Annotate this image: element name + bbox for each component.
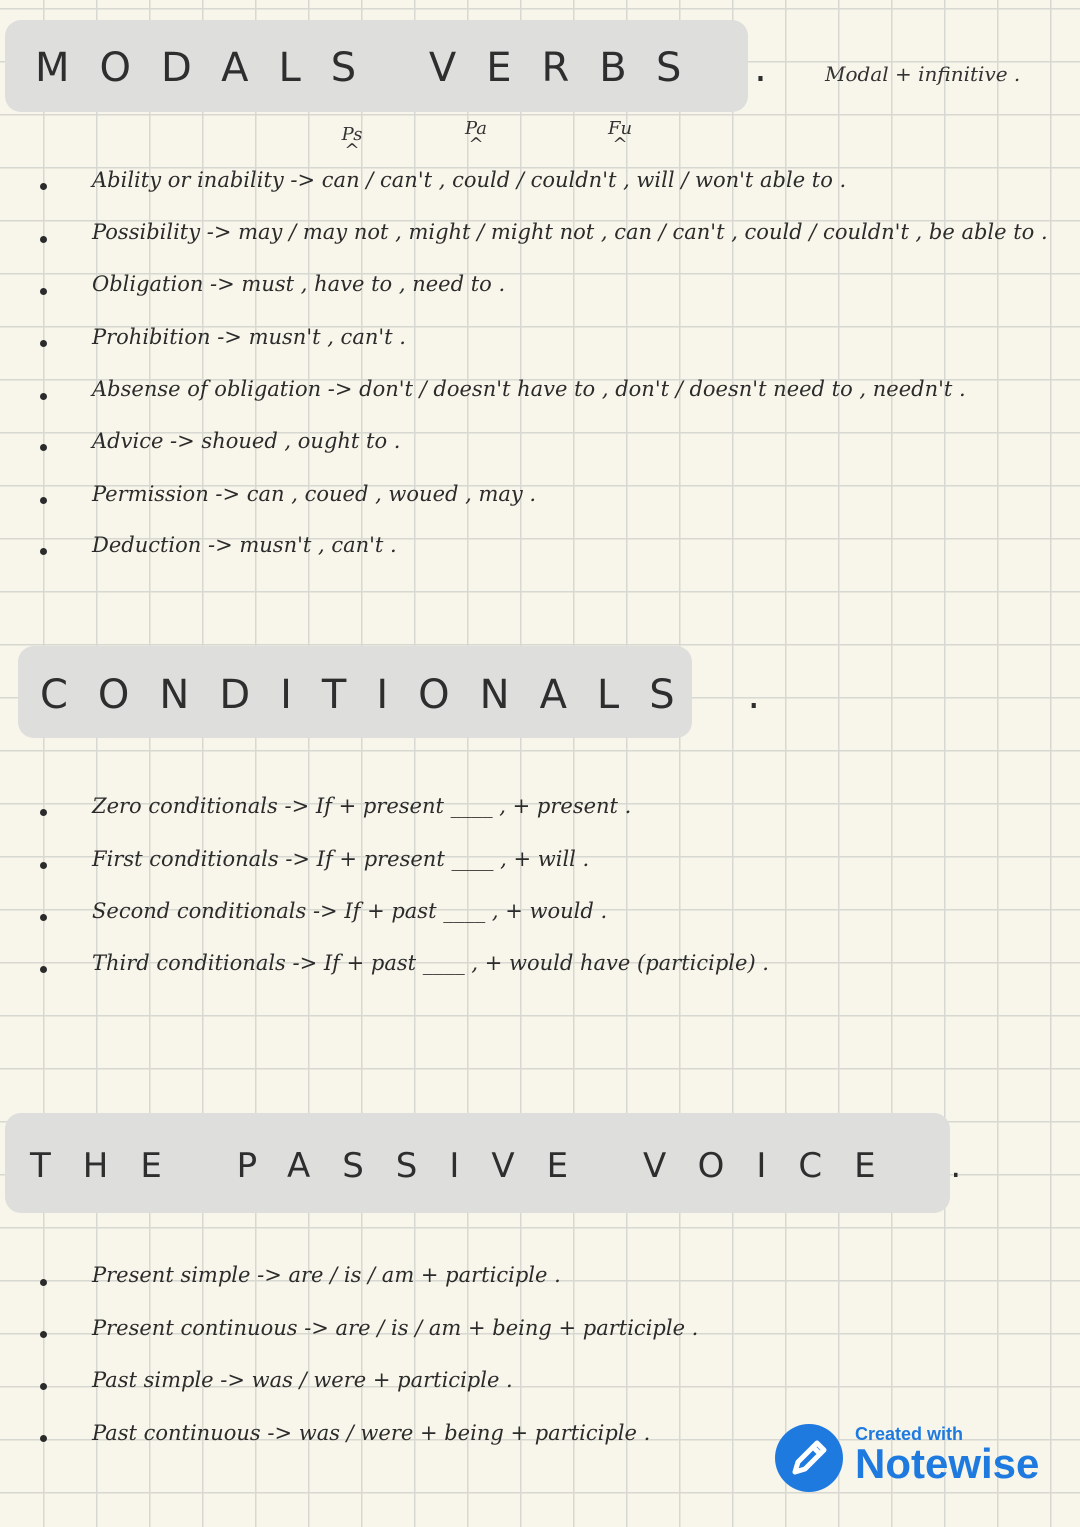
bullet-icon: [40, 1435, 47, 1442]
bullet-icon: [40, 497, 47, 504]
bullet-icon: [40, 1383, 47, 1390]
passive-item-present-continuous: Present continuous -> are / is / am + being + participle .: [92, 1316, 699, 1340]
bullet-icon: [40, 966, 47, 973]
passive-item-past-continuous: Past continuous -> was / were + being + participle .: [92, 1421, 651, 1445]
bullet-icon: [40, 393, 47, 400]
heading-modals: MODALS VERBS .: [35, 45, 797, 91]
bullet-icon: [40, 236, 47, 243]
tense-marker-label: Fu: [607, 118, 633, 139]
bullet-icon: [40, 444, 47, 451]
modals-item-advice: Advice -> shoued , ought to .: [92, 429, 401, 453]
bullet-icon: [40, 340, 47, 347]
logo-caption: Created with: [855, 1424, 964, 1444]
modals-item-ability: Ability or inability -> can / can't , could / couldn't , will / won't able to .: [92, 168, 847, 192]
heading-passive: THE PASSIVE VOICE .: [30, 1146, 994, 1186]
logo-wordmark: Notewise: [855, 1440, 1040, 1487]
conditionals-item-second: Second conditionals -> If + past ____ , + would .: [92, 899, 608, 923]
modals-item-possibility: Possibility -> may / may not , might / might not , can / can't , could / couldn't , be able to .: [92, 220, 1048, 244]
bullet-icon: [40, 1331, 47, 1338]
bullet-icon: [40, 548, 47, 555]
tense-marker-present: [332, 124, 372, 161]
bullet-icon: [40, 288, 47, 295]
modals-item-permission: Permission -> can , coued , woued , may .: [92, 482, 537, 506]
tense-marker-label: Pa: [464, 118, 488, 139]
modals-item-absence: Absense of obligation -> don't / doesn't have to , don't / doesn't need to , needn't .: [92, 377, 966, 401]
bullet-icon: [40, 914, 47, 921]
conditionals-item-first: First conditionals -> If + present ____ , + will .: [92, 847, 590, 871]
tense-marker-past: [456, 118, 496, 155]
tense-marker-future: [600, 118, 640, 155]
pencil-icon: [775, 1424, 843, 1492]
bullet-icon: [40, 862, 47, 869]
caret-icon: ^: [612, 134, 628, 155]
side-note: Modal + infinitive .: [825, 62, 1021, 86]
tense-marker-label: Ps: [341, 124, 363, 145]
notewise-logo: [775, 1422, 1045, 1494]
modals-item-obligation: Obligation -> must , have to , need to .: [92, 272, 506, 296]
caret-icon: ^: [344, 140, 360, 161]
passive-item-past-simple: Past simple -> was / were + participle .: [92, 1368, 513, 1392]
bullet-icon: [40, 1279, 47, 1286]
caret-icon: ^: [468, 134, 484, 155]
conditionals-item-zero: Zero conditionals -> If + present ____ , + present .: [92, 794, 632, 818]
modals-item-deduction: Deduction -> musn't , can't .: [92, 533, 397, 557]
bullet-icon: [40, 183, 47, 190]
passive-item-present-simple: Present simple -> are / is / am + participle .: [92, 1263, 561, 1287]
conditionals-item-third: Third conditionals -> If + past ____ , + would have (participle) .: [92, 951, 769, 975]
heading-conditionals: CONDITIONALS .: [40, 672, 791, 718]
bullet-icon: [40, 809, 47, 816]
modals-item-prohibition: Prohibition -> musn't , can't .: [92, 325, 406, 349]
